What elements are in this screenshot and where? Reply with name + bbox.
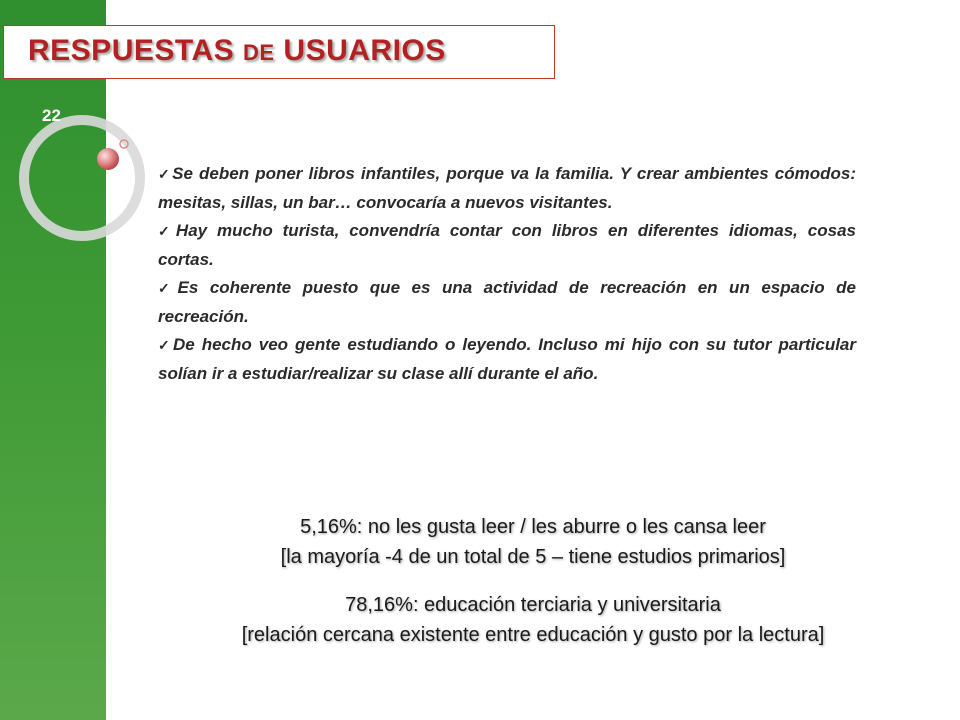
stat-block-1	[106, 512, 960, 572]
response-list	[158, 160, 856, 388]
small-ring	[120, 140, 128, 148]
list-item	[158, 331, 856, 388]
bullet-text: Es coherente puesto que es una actividad de recreación en un espacio de recreación.	[158, 278, 856, 326]
title-box	[3, 25, 555, 79]
stat-headline: 78,16%: educación terciaria y universitaria	[345, 594, 721, 616]
stat-detail: [la mayoría -4 de un total de 5 – tiene estudios primarios]	[280, 546, 786, 568]
bullet-text: De hecho veo gente estudiando o leyendo. Incluso mi hijo con su tutor particular solían ir a estudiar/realizar su clase allí durante el año.	[158, 335, 856, 383]
bullet-text: Se deben poner libros infantiles, porque va la familia. Y crear ambientes cómodos: mesitas, sillas, un bar… convocaría a nuevos visitantes.	[158, 164, 857, 212]
list-item	[158, 217, 856, 274]
stat-block-2	[106, 590, 960, 650]
stat-detail: [relación cercana existente entre educación y gusto por la lectura]	[241, 624, 825, 646]
list-item	[158, 274, 856, 331]
title-part2: DE	[243, 40, 275, 65]
page-title	[28, 34, 446, 68]
title-part3: USUARIOS	[274, 34, 446, 67]
bullet-text: Hay mucho turista, convendría contar con libros en diferentes idiomas, cosas cortas.	[158, 221, 856, 269]
list-item	[158, 160, 856, 217]
slide-number: 22	[42, 106, 61, 125]
checkmark-icon: ✓	[158, 166, 172, 182]
title-part1: RESPUESTAS	[28, 34, 243, 67]
stat-headline: 5,16%: no les gusta leer / les aburre o les cansa leer	[300, 516, 766, 538]
checkmark-icon: ✓	[158, 223, 175, 239]
checkmark-icon: ✓	[158, 337, 172, 353]
checkmark-icon: ✓	[158, 280, 177, 296]
